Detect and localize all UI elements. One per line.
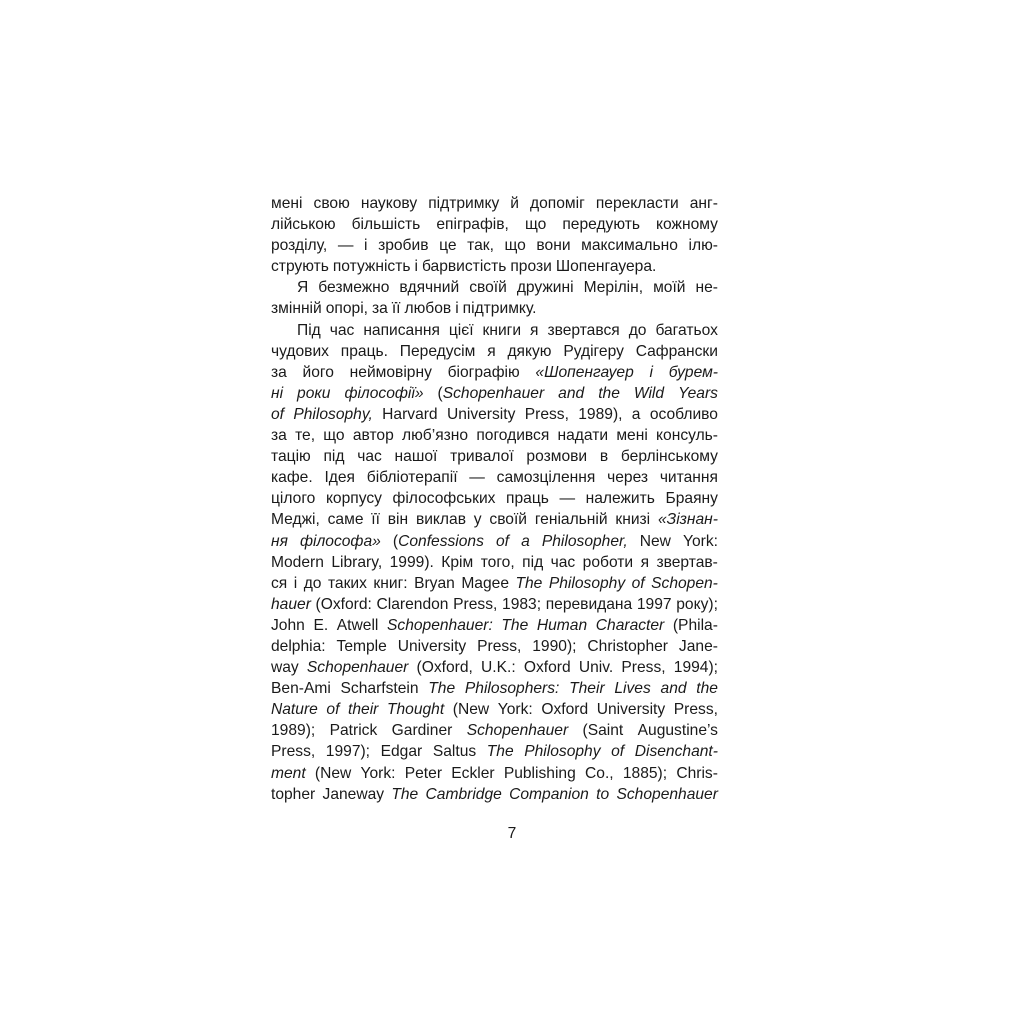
word: Chris- xyxy=(676,764,718,782)
word: праць xyxy=(506,490,549,508)
word: надати xyxy=(557,427,609,445)
text-line xyxy=(271,678,718,699)
word: написання xyxy=(363,321,440,339)
text-line xyxy=(271,320,718,341)
italic-word: Schopenhauer xyxy=(616,785,718,803)
word: підтримку xyxy=(428,195,500,212)
word: під xyxy=(323,448,345,466)
word: люб’язно xyxy=(402,427,469,445)
word: його xyxy=(302,363,334,381)
italic-word: Philosophy, xyxy=(293,405,373,423)
word: автор xyxy=(352,427,394,445)
italic-word: Schopenhauer: xyxy=(387,616,493,634)
word: York: xyxy=(497,701,533,719)
text-line xyxy=(271,636,718,657)
word: погодився xyxy=(476,427,550,445)
word: University xyxy=(446,405,516,423)
word: допоміг xyxy=(530,195,585,212)
word: і xyxy=(364,237,368,255)
italic-word: hauer xyxy=(271,595,311,613)
word: він xyxy=(387,511,409,529)
text-line xyxy=(271,615,718,636)
word: біографію xyxy=(447,363,520,381)
italic-word: ня xyxy=(271,532,288,550)
word: те, xyxy=(295,427,316,445)
word: Ben-Ami xyxy=(271,680,331,698)
word: книг: xyxy=(373,574,408,592)
word: 1997 xyxy=(636,595,672,613)
word: розділу, xyxy=(271,237,328,255)
text-line xyxy=(271,467,718,488)
word: філософських xyxy=(392,490,496,508)
text-line xyxy=(271,425,718,446)
italic-word: Schopenhauer xyxy=(442,384,545,402)
word: я xyxy=(530,321,539,339)
word: час xyxy=(550,553,576,571)
word: Шопенгауера. xyxy=(555,258,657,276)
body-text xyxy=(271,193,718,805)
word xyxy=(393,531,484,552)
word: ілю- xyxy=(688,237,718,255)
word: передують xyxy=(562,216,640,234)
text-line xyxy=(271,509,718,530)
word: ся xyxy=(271,574,288,592)
word: належить xyxy=(585,490,655,508)
word: розмови xyxy=(526,448,588,466)
word: Мерілін, xyxy=(583,279,644,297)
word: (Phila- xyxy=(672,616,718,634)
word: Jane- xyxy=(678,637,718,655)
word: New xyxy=(639,532,671,550)
word: прози xyxy=(510,258,552,276)
word: до xyxy=(303,574,322,592)
italic-word: Lives xyxy=(614,680,651,698)
word: Co., xyxy=(585,764,614,782)
word: цілого xyxy=(271,490,316,508)
text-line xyxy=(271,552,718,573)
word: Univ. xyxy=(578,659,614,677)
word: E. xyxy=(313,616,329,634)
word: Передусім xyxy=(399,342,476,360)
word: Peter xyxy=(404,764,443,782)
word: у xyxy=(473,511,482,529)
word: звертався xyxy=(547,321,620,339)
italic-word: Philosophers: xyxy=(464,680,560,698)
word: Augustine’s xyxy=(637,722,718,740)
word: Press, xyxy=(673,701,718,719)
word: Oxford xyxy=(523,659,571,677)
italic-word: Confessions xyxy=(398,532,484,550)
text-line xyxy=(271,256,718,277)
word: звертав- xyxy=(656,553,718,571)
word: бібліотерапії xyxy=(366,469,458,487)
word: геніальній xyxy=(534,511,608,529)
italic-word: Wild xyxy=(633,384,665,402)
word: delphia: xyxy=(271,637,326,655)
word: неймовірну xyxy=(349,363,432,381)
italic-word: Philosophy xyxy=(548,574,626,592)
italic-word: Character xyxy=(595,616,665,634)
word: York: xyxy=(683,532,718,550)
italic-word: Cambridge xyxy=(425,785,502,803)
word: корпусу xyxy=(325,490,382,508)
word: через xyxy=(607,469,649,487)
text-line xyxy=(271,446,718,467)
word: Janeway xyxy=(322,785,385,803)
word: Clarendon xyxy=(376,595,449,613)
italic-word: ment xyxy=(271,764,306,782)
word: Press, xyxy=(621,659,666,677)
word: я xyxy=(640,553,650,571)
word: 1885); xyxy=(622,764,668,782)
italic-word: бурем- xyxy=(668,363,718,381)
word: мені xyxy=(616,427,648,445)
text-line xyxy=(271,531,718,552)
word: епіграфів, xyxy=(436,216,509,234)
word: а xyxy=(631,405,641,423)
word: під xyxy=(522,553,544,571)
italic-word: і xyxy=(649,363,653,381)
italic-word: Schopen- xyxy=(651,574,718,592)
word: особливо xyxy=(649,405,718,423)
word: Atwell xyxy=(336,616,379,634)
word: Ідея xyxy=(324,469,356,487)
word: вдячний xyxy=(399,279,460,297)
text-line xyxy=(271,741,718,762)
italic-word: to xyxy=(596,785,610,803)
word: Bryan xyxy=(414,574,455,592)
word: анг- xyxy=(689,195,718,212)
text-line xyxy=(271,193,718,214)
word: Christopher xyxy=(587,637,668,655)
word: — xyxy=(469,469,485,487)
word: 1990); xyxy=(532,637,577,655)
word: York: xyxy=(360,764,396,782)
word: так, xyxy=(467,237,494,255)
word: кафе. xyxy=(271,469,313,487)
word: барвистість xyxy=(421,258,507,276)
word: багатьох xyxy=(655,321,718,339)
word: саме xyxy=(327,511,364,529)
word: опорі, xyxy=(325,300,368,318)
text-line xyxy=(271,235,718,256)
text-line xyxy=(271,784,718,805)
text-line xyxy=(271,720,718,741)
word: лійською xyxy=(271,216,336,234)
text-line xyxy=(271,763,718,784)
word: таких xyxy=(327,574,367,592)
word: того, xyxy=(480,553,515,571)
word: книзі xyxy=(615,511,651,529)
word: час xyxy=(357,448,382,466)
word: дружині xyxy=(516,279,574,297)
word: Modern xyxy=(271,553,324,571)
text-line xyxy=(271,341,718,362)
word: way xyxy=(271,659,299,677)
italic-word: The xyxy=(486,743,514,761)
word: Edgar xyxy=(380,743,423,761)
word: своїй xyxy=(469,279,507,297)
word: року); xyxy=(676,595,718,613)
word: не- xyxy=(695,279,718,297)
word: тривалої xyxy=(450,448,514,466)
word: праць. xyxy=(340,342,388,360)
italic-word: Their xyxy=(569,680,605,698)
italic-word: of xyxy=(631,574,645,592)
word: її xyxy=(371,511,380,529)
word: Рудігеру xyxy=(563,342,624,360)
word: книги xyxy=(482,321,522,339)
text-line xyxy=(271,657,718,678)
word: Oxford xyxy=(541,701,589,719)
italic-word: Philosophy xyxy=(524,743,601,761)
text-line xyxy=(271,488,718,509)
word: (Saint xyxy=(582,722,624,740)
word: (New xyxy=(452,701,490,719)
word: 1994); xyxy=(673,659,718,677)
word: тацію xyxy=(271,448,311,466)
word: більшість xyxy=(351,216,421,234)
italic-word: and xyxy=(660,680,687,698)
italic-word: of xyxy=(271,405,285,423)
italic-word: Philosopher, xyxy=(541,532,628,550)
word: Library, xyxy=(331,553,383,571)
word: наукову xyxy=(360,195,418,212)
italic-word: their xyxy=(348,701,379,719)
word: самозцілення xyxy=(496,469,596,487)
word: Press, xyxy=(271,743,316,761)
word: за xyxy=(372,300,388,318)
word: й xyxy=(510,195,519,212)
text-line xyxy=(271,699,718,720)
word: Під xyxy=(297,321,321,339)
word: 1989), xyxy=(578,405,623,423)
word: Patrick xyxy=(329,722,378,740)
word: 1989); xyxy=(271,722,316,740)
word: і xyxy=(293,574,298,592)
italic-word: Disenchant- xyxy=(634,743,718,761)
word: (New xyxy=(314,764,352,782)
word: Меджі, xyxy=(271,511,320,529)
italic-word: роки xyxy=(297,384,331,402)
word: Press, xyxy=(524,405,569,423)
text-line xyxy=(271,573,718,594)
word: до xyxy=(628,321,647,339)
word: час xyxy=(329,321,355,339)
word: підтримку. xyxy=(462,300,537,318)
italic-word: of xyxy=(611,743,625,761)
word: нашої xyxy=(394,448,438,466)
word: Press, xyxy=(477,637,522,655)
word: (Oxford: xyxy=(315,595,372,613)
word: струють xyxy=(271,258,329,276)
word: Браяну xyxy=(665,490,718,508)
italic-word: of xyxy=(495,532,509,550)
word: Сафрански xyxy=(635,342,718,360)
word: Scharfstein xyxy=(340,680,419,698)
italic-word: the xyxy=(598,384,620,402)
word: мені xyxy=(271,195,303,212)
word: безмежно xyxy=(318,279,390,297)
italic-word: Thought xyxy=(386,701,445,719)
word: перевидана xyxy=(545,595,633,613)
text-line xyxy=(271,594,718,615)
word: (Oxford, xyxy=(416,659,473,677)
italic-word: Companion xyxy=(509,785,589,803)
word: Publishing xyxy=(503,764,576,782)
italic-word: The xyxy=(501,616,529,634)
word: 1999). xyxy=(389,553,434,571)
word: Eckler xyxy=(451,764,495,782)
word: потужність xyxy=(332,258,411,276)
word: University xyxy=(596,701,666,719)
italic-word: a xyxy=(521,532,530,550)
word: цієї xyxy=(448,321,474,339)
word: Gardiner xyxy=(391,722,453,740)
word: я xyxy=(487,342,496,360)
italic-word: The xyxy=(391,785,419,803)
word: і xyxy=(455,300,459,318)
word: зробив xyxy=(378,237,429,255)
word: Press, xyxy=(453,595,498,613)
word: за xyxy=(271,363,287,381)
word: Крім xyxy=(441,553,474,571)
word: за xyxy=(271,427,287,445)
italic-word: «Зізнан- xyxy=(657,511,718,529)
italic-word: The xyxy=(515,574,543,592)
word: Saltus xyxy=(432,743,477,761)
word: — xyxy=(337,237,354,255)
word: перекласти xyxy=(595,195,679,212)
word: свою xyxy=(313,195,350,212)
italic-word: Nature xyxy=(271,701,318,719)
word: її xyxy=(391,300,401,318)
italic-word: of xyxy=(326,701,340,719)
word: ( xyxy=(392,532,399,550)
word: University xyxy=(397,637,467,655)
word: що xyxy=(323,427,345,445)
word: Temple xyxy=(336,637,387,655)
italic-word: Human xyxy=(536,616,588,634)
italic-word: The xyxy=(428,680,456,698)
italic-word: ні xyxy=(271,384,284,402)
word: topher xyxy=(271,785,316,803)
word: що xyxy=(524,216,547,234)
italic-word: Schopenhauer xyxy=(306,659,409,677)
word: виклав xyxy=(415,511,466,529)
italic-word: «Шопенгауер xyxy=(535,363,634,381)
word: консуль- xyxy=(656,427,718,445)
word: максимально xyxy=(581,237,678,255)
word: любов xyxy=(404,300,452,318)
italic-word: and xyxy=(558,384,585,402)
word: змінній xyxy=(271,300,322,318)
word: Я xyxy=(297,279,309,297)
word: ( xyxy=(437,384,443,402)
text-line xyxy=(271,214,718,235)
word: Harvard xyxy=(382,405,438,423)
page-number: 7 xyxy=(507,825,517,842)
text-line xyxy=(271,298,718,319)
word: Magee xyxy=(461,574,509,592)
text-line xyxy=(271,404,718,425)
word: своїй xyxy=(489,511,528,529)
italic-word: the xyxy=(696,680,718,698)
word: — xyxy=(559,490,576,508)
text-line xyxy=(271,383,718,404)
word: читання xyxy=(659,469,718,487)
word: кожному xyxy=(656,216,718,234)
word: чудових xyxy=(271,342,329,360)
italic-word: філософа» xyxy=(300,532,381,550)
word: це xyxy=(439,237,457,255)
word: і xyxy=(414,258,418,276)
word: моїй xyxy=(653,279,686,297)
word: роботи xyxy=(582,553,634,571)
word: вони xyxy=(536,237,571,255)
word: берлінському xyxy=(620,448,718,466)
italic-word: Schopenhauer xyxy=(466,722,569,740)
word: дякую xyxy=(507,342,552,360)
italic-word: Years xyxy=(678,384,718,402)
word: U.K.: xyxy=(481,659,516,677)
word: 1997); xyxy=(325,743,371,761)
word xyxy=(438,383,545,404)
word: John xyxy=(271,616,305,634)
word: в xyxy=(599,448,609,466)
text-line xyxy=(271,277,718,298)
word: що xyxy=(504,237,526,255)
italic-word: філософії» xyxy=(344,384,424,402)
text-line xyxy=(271,362,718,383)
word: 1983; xyxy=(502,595,542,613)
